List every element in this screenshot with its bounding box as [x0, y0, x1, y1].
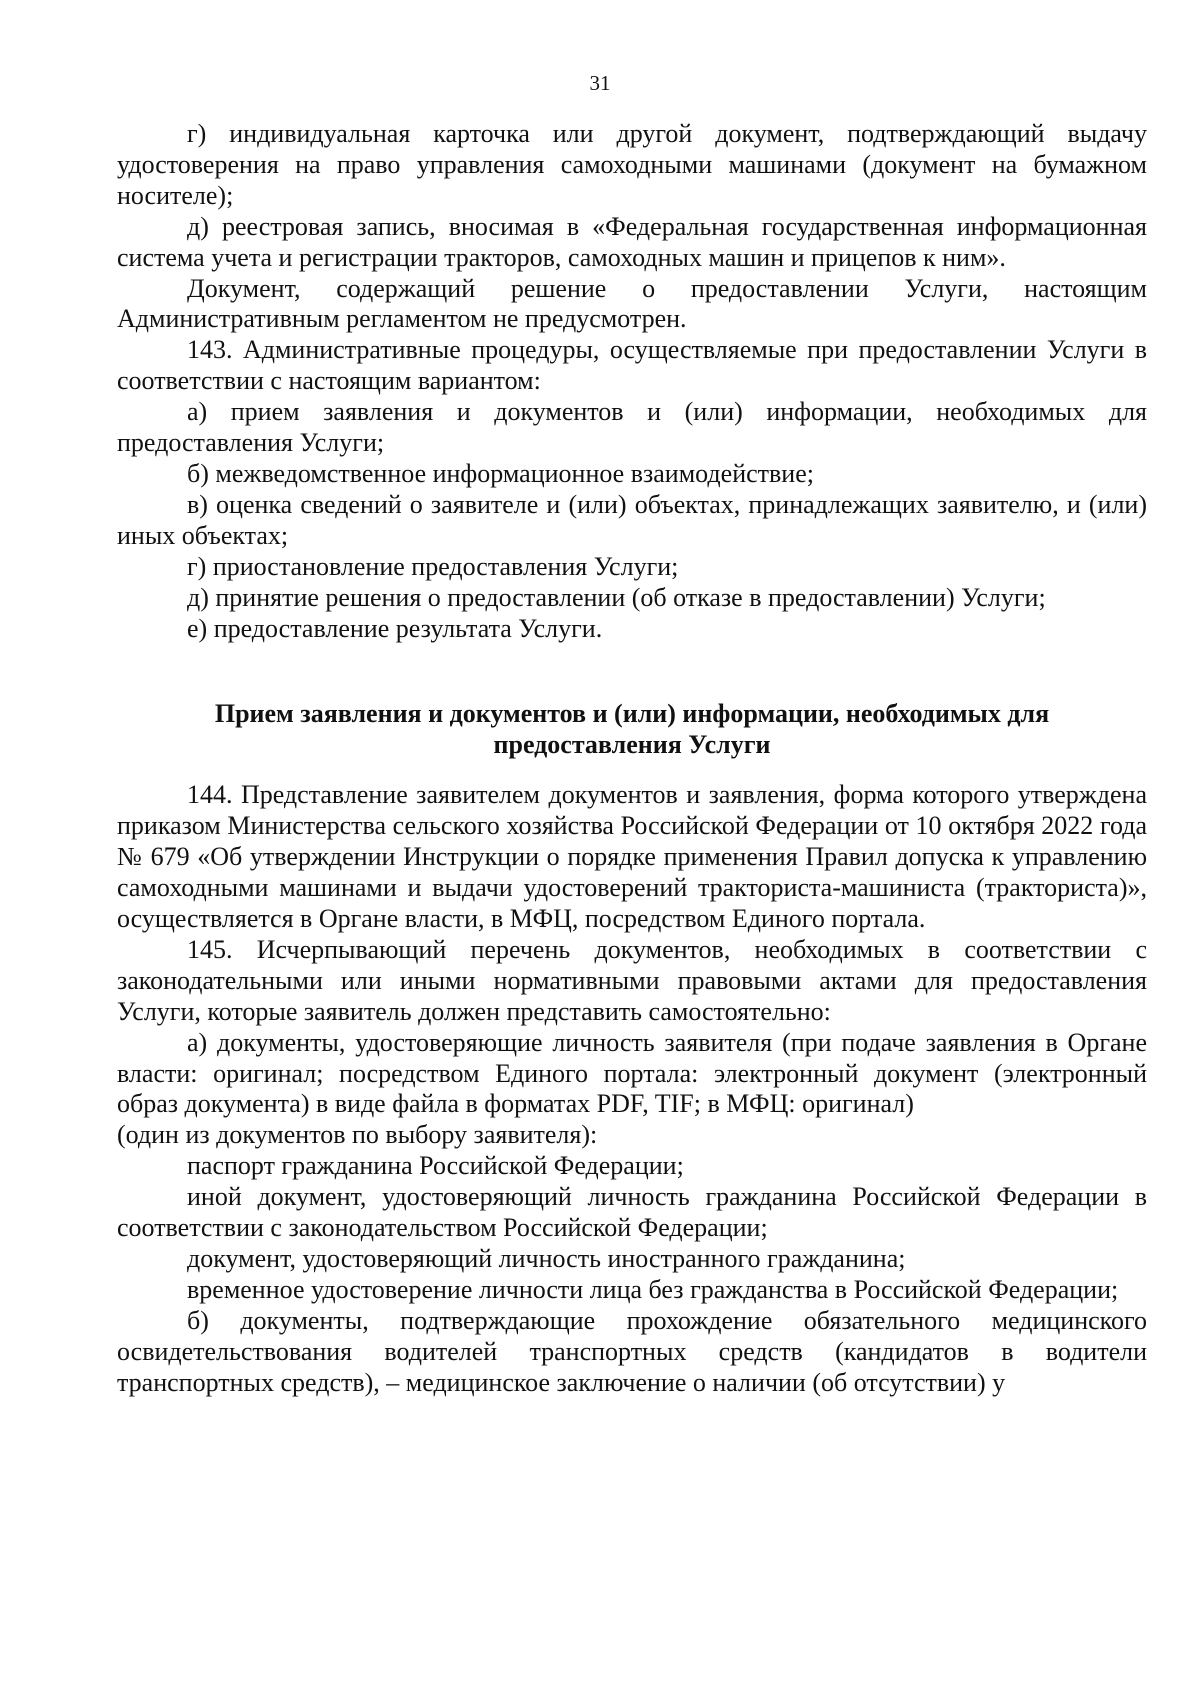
- document-item-a: а) документы, удостоверяющие личность заявителя (при подаче заявления в Органе власти: оригинал; посредством Единого портала: электронный документ (электронный образ документа) в виде файла в форматах PDF, TIF; в МФЦ: оригинал): [117, 1027, 1147, 1119]
- document-item-a-continuation: (один из документов по выбору заявителя):: [117, 1120, 598, 1150]
- procedure-item-v: в) оценка сведений о заявителе и (или) объектах, принадлежащих заявителю, и (или) иных объектах;: [117, 489, 1147, 550]
- document-body: [117, 119, 1147, 1399]
- section-heading: Прием заявления и документов и (или) информации, необходимых для предоставления Услуги: [214, 699, 1050, 760]
- procedure-item-a: а) прием заявления и документов и (или) информации, необходимых для предоставления Услуги;: [117, 397, 1147, 458]
- page-number: 31: [589, 71, 611, 95]
- procedure-item-d: д) принятие решения о предоставлении (об отказе в предоставлении) Услуги;: [187, 582, 1046, 612]
- paragraph-145: 145. Исчерпывающий перечень документов, необходимых в соответствии с законодательными или иными нормативными правовыми актами для предоставления Услуги, которые заявитель должен представить самостоятельно:: [117, 934, 1147, 1026]
- procedure-item-g: г) приостановление предоставления Услуги;: [187, 551, 679, 581]
- document-option-passport: паспорт гражданина Российской Федерации;: [187, 1151, 684, 1181]
- paragraph-144: 144. Представление заявителем документов и заявления, форма которого утверждена приказом Министерства сельского хозяйства Российской Федерации от 10 октября 2022 года № 679 «Об утверждении Инструкции о порядке применения Правил допуска к управлению самоходными машинами и выдачи удостоверений тракториста-машиниста (тракториста)», осуществляется в Органе власти, в МФЦ, посредством Единого портала.: [117, 780, 1147, 934]
- document-option-stateless-id: временное удостоверение личности лица без гражданства в Российской Федерации;: [187, 1274, 1119, 1304]
- document-option-foreign-id: документ, удостоверяющий личность иностранного гражданина;: [187, 1244, 906, 1273]
- spacer: [117, 644, 1147, 698]
- document-option-other-id: иной документ, удостоверяющий личность гражданина Российской Федерации в соответствии с законодательством Российской Федерации;: [117, 1182, 1147, 1243]
- paragraph-143: 143. Административные процедуры, осуществляемые при предоставлении Услуги в соответствии с настоящим вариантом:: [117, 335, 1147, 396]
- spacer: [117, 760, 1147, 780]
- procedure-item-e: е) предоставление результата Услуги.: [187, 613, 603, 643]
- document-item-b: б) документы, подтверждающие прохождение обязательного медицинского освидетельствования водителей транспортных средств (кандидатов в водители транспортных средств), – медицинское заключение о наличии (об отсутствии) у: [117, 1305, 1147, 1397]
- paragraph-item-d-registry-record: д) реестровая запись, вносимая в «Федеральная государственная информационная система учета и регистрации тракторов, самоходных машин и прицепов к ним».: [117, 211, 1147, 272]
- procedure-item-b: б) межведомственное информационное взаимодействие;: [187, 458, 814, 488]
- paragraph-item-g-id-card: г) индивидуальная карточка или другой документ, подтверждающий выдачу удостоверения на право управления самоходными машинами (документ на бумажном носителе);: [117, 119, 1147, 210]
- paragraph-decision-document: Документ, содержащий решение о предоставлении Услуги, настоящим Административным регламентом не предусмотрен.: [117, 273, 1147, 334]
